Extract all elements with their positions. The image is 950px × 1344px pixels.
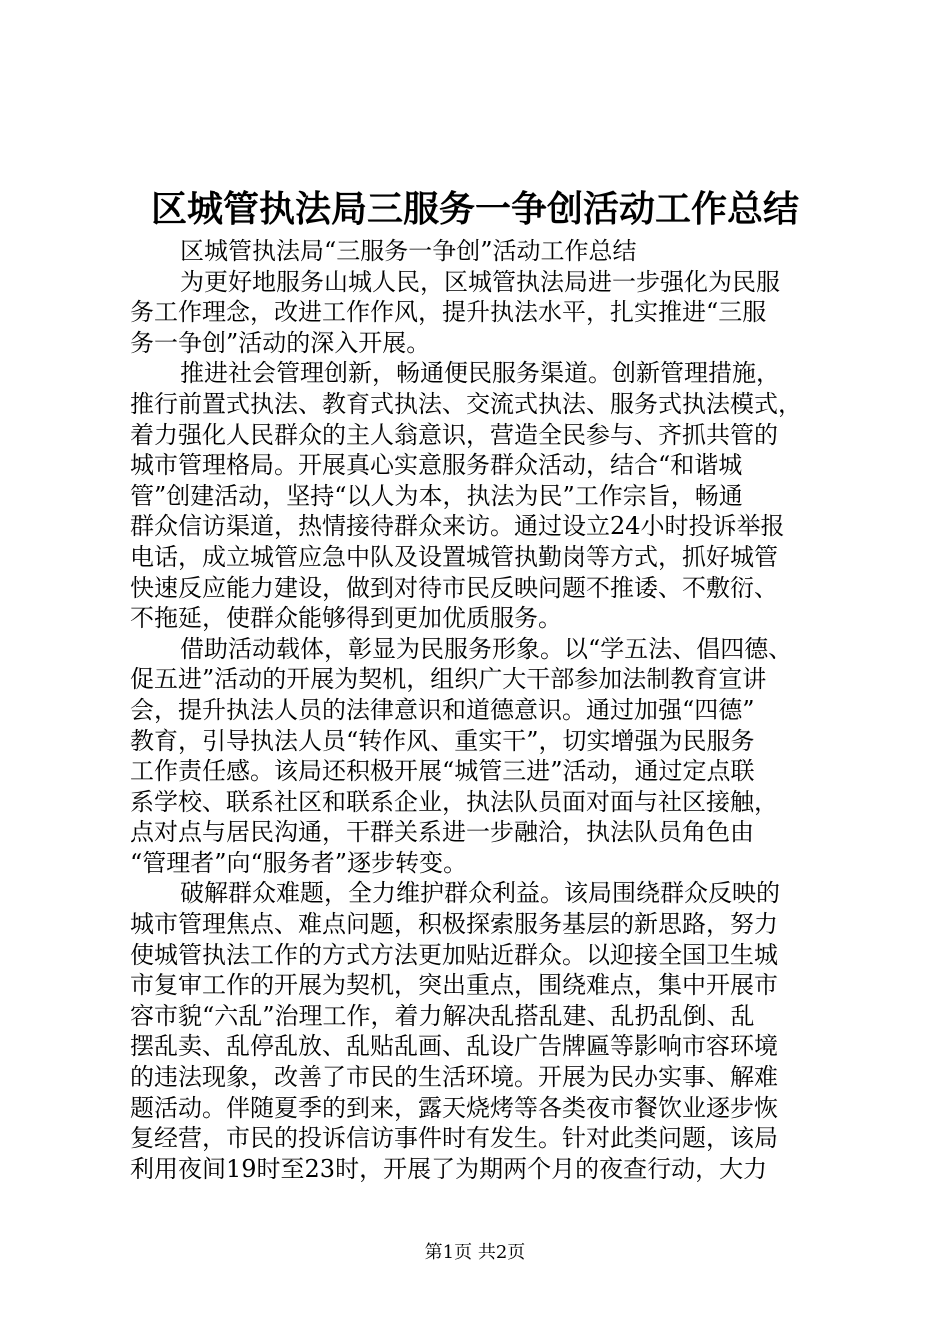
document-body <box>130 236 830 1184</box>
subtitle-line: 区城管执法局“三服务一争创”活动工作总结 <box>180 237 637 265</box>
document-title: 区城管执法局三服务一争创活动工作总结 <box>150 188 799 230</box>
paragraph-1-line: 务一争创”活动的深入开展。 <box>130 328 431 357</box>
paragraph-4-line: 利用夜间19时至23时，开展了为期两个月的夜查行动，大力 <box>130 1154 768 1183</box>
paragraph-4-line: 复经营，市民的投诉信访事件时有发生。针对此类问题，该局 <box>130 1124 778 1153</box>
paragraph-2-line: 电话，成立城管应急中队及设置城管执勤岗等方式，抓好城管 <box>130 542 778 571</box>
paragraph-3-line: 会，提升执法人员的法律意识和道德意识。通过加强“四德” <box>130 695 755 724</box>
paragraph-3-line: “管理者”向“服务者”逐步转变。 <box>130 848 468 877</box>
paragraph-1-line: 为更好地服务山城人民，区城管执法局进一步强化为民服 <box>180 267 780 296</box>
paragraph-3-line: 借助活动载体，彰显为民服务形象。以“学五法、倡四德、 <box>180 634 793 663</box>
paragraph-4-line: 的违法现象，改善了市民的生活环境。开展为民办实事、解难 <box>130 1063 778 1092</box>
paragraph-2-line: 推进社会管理创新，畅通便民服务渠道。创新管理措施， <box>180 359 780 388</box>
paragraph-4-line: 摆乱卖、乱停乱放、乱贴乱画、乱设广告牌匾等影响市容环境 <box>130 1032 778 1061</box>
paragraph-4-line: 城市管理焦点、难点问题，积极探索服务基层的新思路，努力 <box>130 910 778 939</box>
paragraph-2-line: 着力强化人民群众的主人翁意识，营造全民参与、齐抓共管的 <box>130 420 778 449</box>
paragraph-1-line: 务工作理念，改进工作作风，提升执法水平，扎实推进“三服 <box>130 298 767 327</box>
paragraph-4-line: 使城管执法工作的方式方法更加贴近群众。以迎接全国卫生城 <box>130 940 778 969</box>
paragraph-4-line: 破解群众难题，全力维护群众利益。该局围绕群众反映的 <box>180 879 780 908</box>
paragraph-3-line: 点对点与居民沟通，干群关系进一步融洽，执法队员角色由 <box>130 818 754 847</box>
paragraph-2-line: 群众信访渠道，热情接待群众来访。通过设立24小时投诉举报 <box>130 512 785 541</box>
paragraph-4-line: 市复审工作的开展为契机，突出重点，围绕难点，集中开展市 <box>130 971 778 1000</box>
paragraph-2-line: 推行前置式执法、教育式执法、交流式执法、服务式执法模式， <box>130 389 802 418</box>
paragraph-2-line: 管”创建活动，坚持“以人为本，执法为民”工作宗旨，畅通 <box>130 481 743 510</box>
paragraph-2-line: 快速反应能力建设，做到对待市民反映问题不推诿、不敷衍、 <box>130 573 778 602</box>
paragraph-3-line: 教育，引导执法人员“转作风、重实干”，切实增强为民服务 <box>130 726 755 755</box>
paragraph-4-line: 题活动。伴随夏季的到来，露天烧烤等各类夜市餐饮业逐步恢 <box>130 1093 778 1122</box>
paragraph-3-line: 系学校、联系社区和联系企业，执法队员面对面与社区接触， <box>130 787 778 816</box>
paragraph-2-line: 不拖延，使群众能够得到更加优质服务。 <box>130 604 562 633</box>
paragraph-3-line: 促五进”活动的开展为契机，组织广大干部参加法制教育宣讲 <box>130 665 767 694</box>
page-footer: 第1页 共2页 <box>424 1242 526 1263</box>
paragraph-4-line: 容市貌“六乱”治理工作，着力解决乱搭乱建、乱扔乱倒、乱 <box>130 1001 755 1030</box>
paragraph-3-line: 工作责任感。该局还积极开展“城管三进”活动，通过定点联 <box>130 757 755 786</box>
paragraph-2-line: 城市管理格局。开展真心实意服务群众活动，结合“和谐城 <box>130 451 743 480</box>
